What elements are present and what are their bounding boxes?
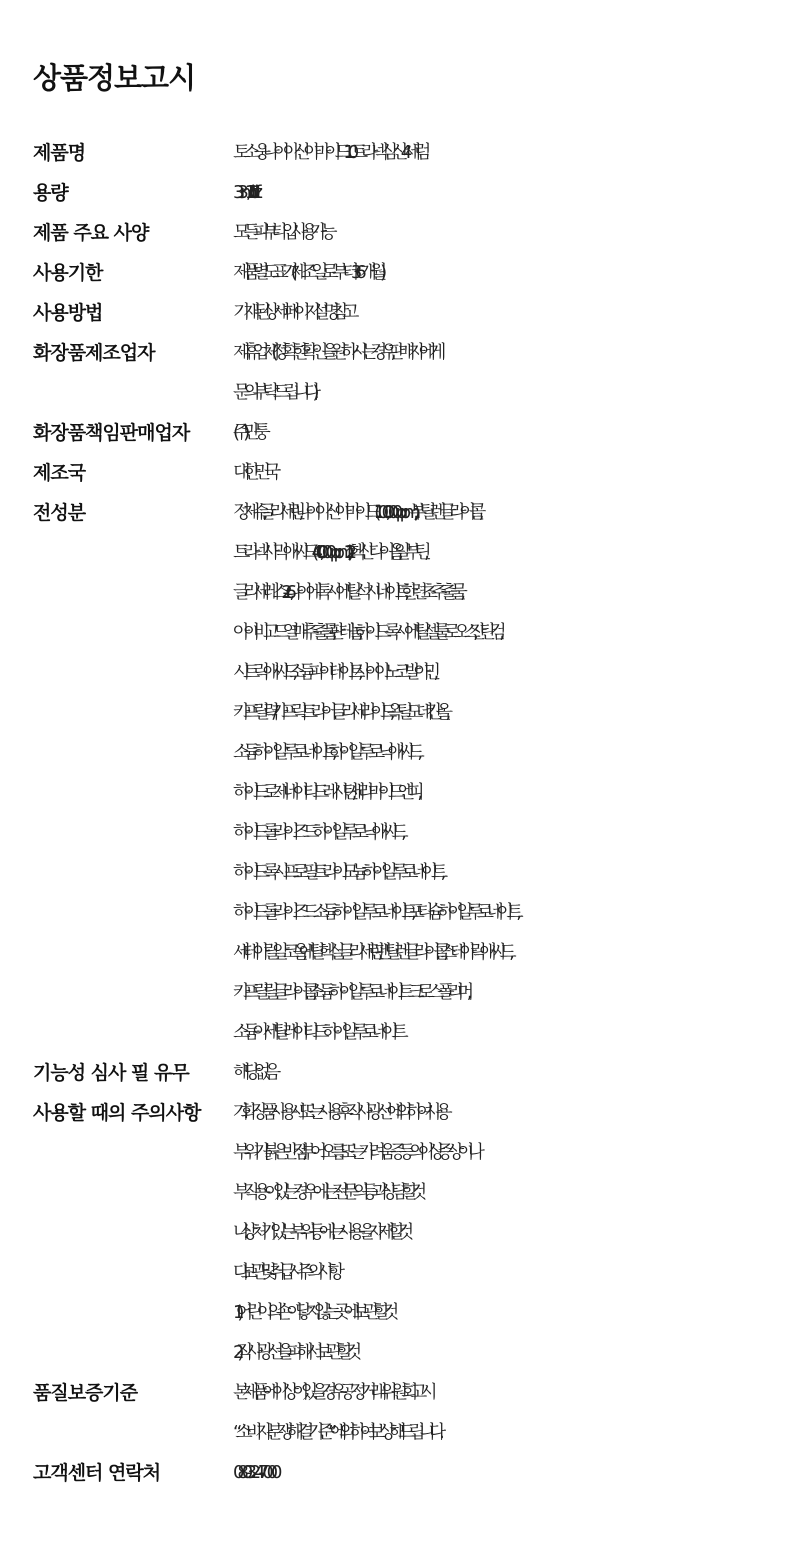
info-label: 사용방법 (33, 302, 103, 324)
info-row (0, 293, 800, 333)
info-value-line: 카프릴릴글라이콜, 소듐하이알루로네이트크로스폴리머, (233, 982, 465, 1003)
info-row (0, 213, 800, 253)
info-value-line: 가. 화장품 사용 시 또는 사용 후 직사광선에 의하여 사용 (233, 1102, 446, 1123)
info-value (0, 453, 800, 493)
info-label: 화장품제조업자 (33, 342, 155, 364)
info-value-line: 하이드록시프로필트라이모늄하이알루로네이트, (233, 862, 439, 883)
info-value-line: 토소웅 나이아신아마이드 10 트라넥삼산 4 세럼 (233, 142, 425, 163)
info-row (0, 173, 800, 213)
info-label: 제품 주요 사양 (33, 222, 149, 244)
info-value-line: 하이드롤라이즈드하이알루로닉애씨드, (233, 822, 400, 843)
info-value-line: 부작용이 있는 경우에는 전문의 등과 상담할 것 (233, 1182, 421, 1203)
info-value-line: 소듐하이알루로네이트, 하이알루로닉애씨드, (233, 742, 416, 763)
info-value-line: 대한민국 (233, 462, 275, 483)
info-value-line: 문의 부탁드립니다.) (233, 382, 313, 403)
info-value-line: 080-324-7000 (233, 1462, 276, 1483)
info-value-line: 하이드로제네이티드레시틴, 세라마이드엔피, (233, 782, 416, 803)
info-value-line: 제품 별도 표기 (제조일로부터 36개월) (233, 262, 381, 283)
info-table (0, 133, 800, 1493)
info-value-line: 글리세레스-26, 다이에톡시에틸석시네이트, 한련초추출물, (233, 582, 459, 603)
info-value-line: 정제수, 글리세린, 나이아신아마이드(100,000ppm), 부틸렌글라이콜, (233, 502, 477, 523)
info-value-line: 카프릴릭/카프릭트라이글리세라이드, 옥틸도데칸올, (233, 702, 444, 723)
info-row (0, 1093, 800, 1373)
info-row (0, 413, 800, 453)
info-value-line: 모든 피부 타입 사용 가능 (233, 222, 331, 243)
info-value-line: “소비자분쟁해결기준”에 의하여 보상해 드립니다. (233, 1422, 438, 1443)
info-label: 제조국 (33, 462, 86, 484)
info-label: 용량 (33, 182, 68, 204)
info-value (0, 133, 800, 173)
info-label: 고객센터 연락처 (33, 1462, 161, 1484)
info-row (0, 333, 800, 413)
info-value-line: 해당없음 (233, 1062, 275, 1083)
info-label: 제품명 (33, 142, 86, 164)
info-row (0, 1373, 800, 1453)
info-value-line: 본 제품에 이상이 있을 경우 공정거래위원회 고시 (233, 1382, 431, 1403)
info-value-line: 아이비고드열매추출물, 판테놀, 하이드록시에틸셀룰로오스, 잔탄검, (233, 622, 498, 643)
info-label: 사용할 때의 주의사항 (33, 1102, 201, 1124)
info-value-line: 제휴 업체 (정확한 확인을 원하시는 경우, 판매자에게 (233, 342, 440, 363)
info-value (0, 173, 800, 213)
info-label: 전성분 (33, 502, 86, 524)
info-value-line: 시트릭애씨드, 소듐파이테이트, 사이아노코발아민, (233, 662, 432, 683)
info-label: 기능성 심사 필 유무 (33, 1062, 189, 1084)
info-row (0, 453, 800, 493)
info-label: 사용기한 (33, 262, 103, 284)
info-value (0, 493, 800, 1053)
info-value-line: 다. 보관 및 취급 시 주의사항 (233, 1262, 338, 1283)
page-title: 상품정보고시 (33, 61, 196, 95)
info-value-line: 부위가 붉은 반점, 부어오름 또는 가려움증 등의 이상 증상이나 (233, 1142, 478, 1163)
info-label: 품질보증기준 (33, 1382, 138, 1404)
info-value-line: 세테아릴알코올, 에틸헥실글리세린, 펜틸렌글라이콜, 스테아릭애씨드, (233, 942, 508, 963)
info-value-line: 나. 상처가 있는 부위 등에는 사용을 자제할 것 (233, 1222, 408, 1243)
info-row (0, 493, 800, 1053)
info-value-line: 하이드롤라이즈드소듐하이알루로네이트, 포타슘하이알루로네이트, (233, 902, 515, 923)
info-value (0, 1093, 800, 1373)
info-value-line: 1) 어린이의 손이 닿지 않는 곳에 보관할 것 (233, 1302, 393, 1323)
info-value-line: 트라넥사믹애씨드(40,000ppm), 1,2-헥산다이올, 알부틴, (233, 542, 423, 563)
info-row (0, 133, 800, 173)
info-value (0, 253, 800, 293)
info-value-line: 33 ml / 1.11 fl. oz. (233, 182, 255, 203)
info-row (0, 253, 800, 293)
info-row (0, 1453, 800, 1493)
info-value-line: 기재된 상세페이지 설명 참고 (233, 302, 353, 323)
info-value (0, 293, 800, 333)
info-value-line: 소듐아세틸레이티드하이알루로네이트 (233, 1022, 402, 1043)
info-label: 화장품책임판매업자 (33, 422, 190, 444)
info-value-line: 2) 직사광선을 피해서 보관할 것 (233, 1342, 356, 1363)
info-row (0, 1053, 800, 1093)
info-value-line: (주)만퉁 (233, 422, 264, 443)
